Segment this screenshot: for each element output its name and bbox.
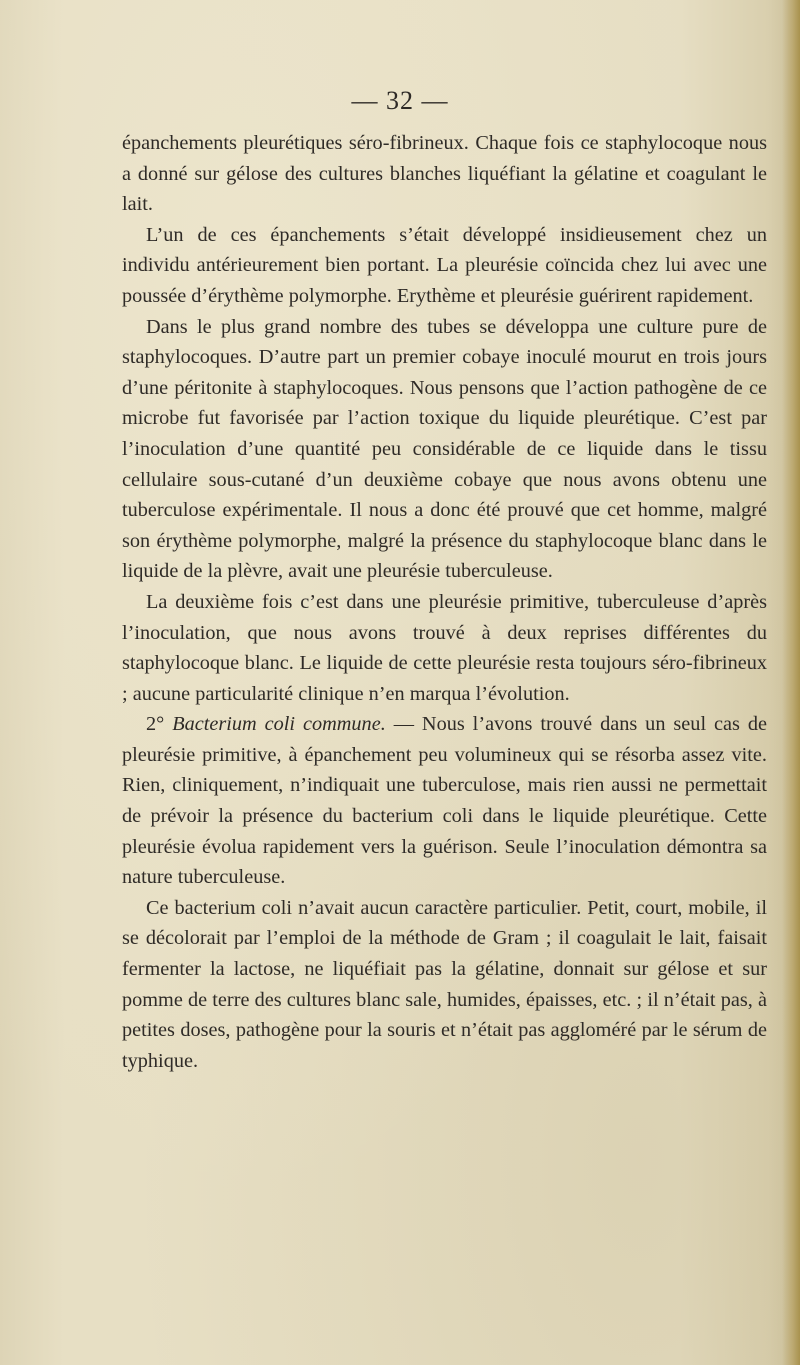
paragraph-erythema: L’un de ces épanchements s’était développé insidieusement chez un individu antérieurement bien portant. La pleurésie coïncida chez lui avec une poussée d’érythème polymorphe. Erythème et pleurésie guérirent rapidement. bbox=[122, 223, 767, 307]
paragraph-continued: épanchements pleurétiques séro-fibrineux. Chaque fois ce staphylocoque nous a donné sur gélose des cultures blanches liquéfiant la gélatine et coagulant le lait. bbox=[122, 132, 767, 216]
section-title: Bacterium coli commune. bbox=[172, 713, 386, 736]
section-text: — Nous l’avons trouvé dans un seul cas de pleurésie primitive, à épanchement peu volumineux qui se résorba assez vite. Rien, cliniquement, n’indiquait une tuberculose, mais rien aussi ne permettait de prévoir la présence du bacterium coli dans le liquide pleurétique. Cette pleurésie évolua rapidement vers la guérison. Seule l’inoculation démontra sa nature tuberculeuse. bbox=[122, 713, 767, 889]
page-number: — 32 — bbox=[351, 86, 449, 115]
paragraph-second-case: La deuxième fois c’est dans une pleurésie primitive, tuberculeuse d’après l’inoculation, que nous avons trouvé à deux reprises différentes du staphylocoque blanc. Le liquide de cette pleurésie resta toujours séro-fibrineux ; aucune particularité clinique n’en marqua l’évolution. bbox=[122, 590, 767, 705]
section-number: 2° bbox=[146, 713, 165, 736]
paragraph-staphylococci-cultures: Dans le plus grand nombre des tubes se développa une culture pure de staphylocoques. D’autre part un premier cobaye inoculé mourut en trois jours d’une péritonite à staphylocoques. Nous pensons que l’action pathogène de ce microbe fut favorisée par l’action toxique du liquide pleurétique. C’est par l’inoculation d’une quantité peu considérable de ce liquide dans le tissu cellulaire sous-cutané d’un deuxième cobaye que nous avons obtenu une tuberculose expérimentale. Il nous a donc été prouvé que cet homme, malgré son érythème polymorphe, malgré la présence du staphylocoque blanc dans le liquide de la plèvre, avait une pleurésie tuberculeuse. bbox=[122, 315, 767, 583]
body-text bbox=[122, 128, 767, 1076]
page-edge-shadow bbox=[782, 0, 800, 1365]
section-bacterium-coli bbox=[122, 709, 767, 893]
paragraph-bacterium-description: Ce bacterium coli n’avait aucun caractère particulier. Petit, court, mobile, il se décolorait par l’emploi de la méthode de Gram ; il coagulait le lait, faisait fermenter la lactose, ne liquéfiait pas la gélatine, donnait sur gélose et sur pomme de terre des cultures blanc sale, humides, épaisses, etc. ; il n’était pas, à petites doses, pathogène pour la souris et n’était pas aggloméré par le sérum de typhique. bbox=[122, 896, 767, 1072]
